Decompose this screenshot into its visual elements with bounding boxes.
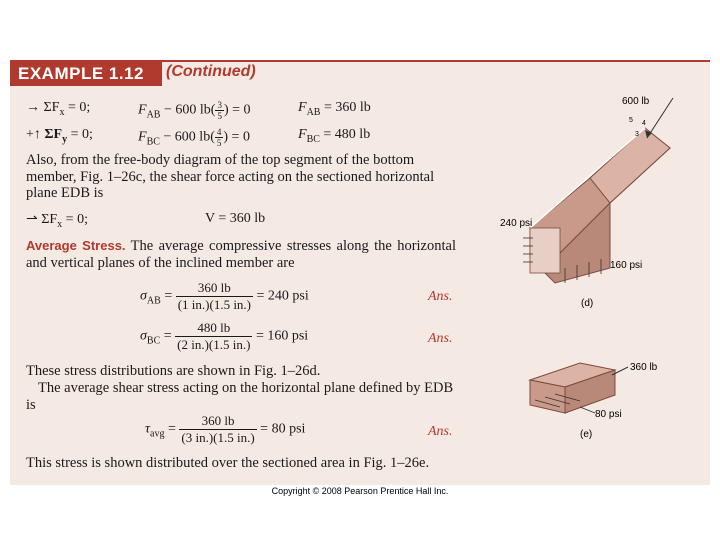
heading-average-stress: Average Stress. xyxy=(26,238,126,253)
equation-sum-fy: +↑ $\Sigma F_y = 0$; xyxy=(26,127,93,145)
harpoon-right-icon: ⇀ xyxy=(26,212,38,227)
arrow-right-icon: → xyxy=(26,100,40,115)
paragraph-final: This stress is shown distributed over the sectioned area in Fig. 1–26e. xyxy=(26,455,430,471)
equation-fab-balance: $F_{AB} - 600$ lb( $\frac{3}{5}$ ) = 0 xyxy=(138,100,251,121)
equation-shear-sum: ⇀ $\Sigma F_x = 0$; xyxy=(26,212,88,230)
continued-label: (Continued) xyxy=(166,63,256,80)
result-shear-v: V = 360 lb xyxy=(205,211,266,226)
equation-sum-fx: → $\Sigma F_x = 0$; xyxy=(26,100,91,118)
copyright-notice: Copyright © 2008 Pearson Prentice Hall Inc. xyxy=(271,486,449,496)
stress-label-240: 240 psi xyxy=(500,218,533,229)
result-fab: $F_{AB} = 360$ lb xyxy=(298,100,371,118)
equation-sigma-ab: $\sigma_{AB}$ = $\frac{360 lb}{(1 in.)(1.5 in.)}$ = 240 psi xyxy=(140,280,309,312)
figure-d xyxy=(495,88,705,313)
stress-leader xyxy=(580,407,595,413)
fraction: $\frac{3}{5}$ xyxy=(217,100,222,121)
figure-caption-e: (e) xyxy=(580,429,593,440)
figure-e xyxy=(520,355,700,450)
example-label: EXAMPLE 1.12 xyxy=(10,62,162,86)
answer-label-ab: Ans. xyxy=(428,289,453,304)
fraction-sigma-ab: $\frac{360 lb}{(1 in.)(1.5 in.)}$ xyxy=(177,280,252,312)
force-label-d: 600 lb xyxy=(622,96,650,107)
ratio-5: 5 xyxy=(629,117,633,124)
ratio-4: 4 xyxy=(642,120,646,127)
ratio-3: 3 xyxy=(635,131,639,138)
figure-caption-d: (d) xyxy=(581,298,594,309)
paragraph-shear-stress: The average shear stress acting on the horizontal plane defined by EDB is xyxy=(26,380,454,413)
stress-label-160: 160 psi xyxy=(610,260,643,271)
answer-label-bc: Ans. xyxy=(428,331,453,346)
result-fbc: $F_{BC} = 480$ lb xyxy=(298,127,371,145)
force-arrow xyxy=(647,98,673,138)
equation-fbc-balance: $F_{BC} - 600$ lb( $\frac{4}{5}$ ) = 0 xyxy=(138,127,250,148)
fraction: $\frac{4}{5}$ xyxy=(216,127,222,148)
stress-label-80: 80 psi xyxy=(595,409,622,420)
equation-tau-avg: $\tau_{avg}$ = $\frac{360 lb}{(3 in.)(1.5 in.)}$ = 80 psi xyxy=(145,413,306,445)
force-label-e: 360 lb xyxy=(630,362,658,373)
fraction-tau: $\frac{360 lb}{(3 in.)(1.5 in.)}$ xyxy=(181,413,255,445)
answer-label-tau: Ans. xyxy=(428,424,453,439)
equation-sigma-bc: $\sigma_{BC}$ = $\frac{480 lb}{(2 in.)(1.5 in.)}$ = 160 psi xyxy=(140,320,309,352)
arrow-up-icon: +↑ xyxy=(26,127,41,142)
section-face-left xyxy=(530,228,560,273)
paragraph-average-stress: Average Stress. The average compressive stresses along the horizontal and vertical planes of the inclined member are xyxy=(26,238,456,271)
paragraph-shear-intro: Also, from the free-body diagram of the top segment of the bottom member, Fig. 1–26c, the shear force acting on the sectioned horizontal plane EDB is xyxy=(26,152,435,201)
paragraph-distributions: These stress distributions are shown in Fig. 1–26d. xyxy=(26,363,321,379)
fraction-sigma-bc: $\frac{480 lb}{(2 in.)(1.5 in.)}$ xyxy=(177,320,251,352)
